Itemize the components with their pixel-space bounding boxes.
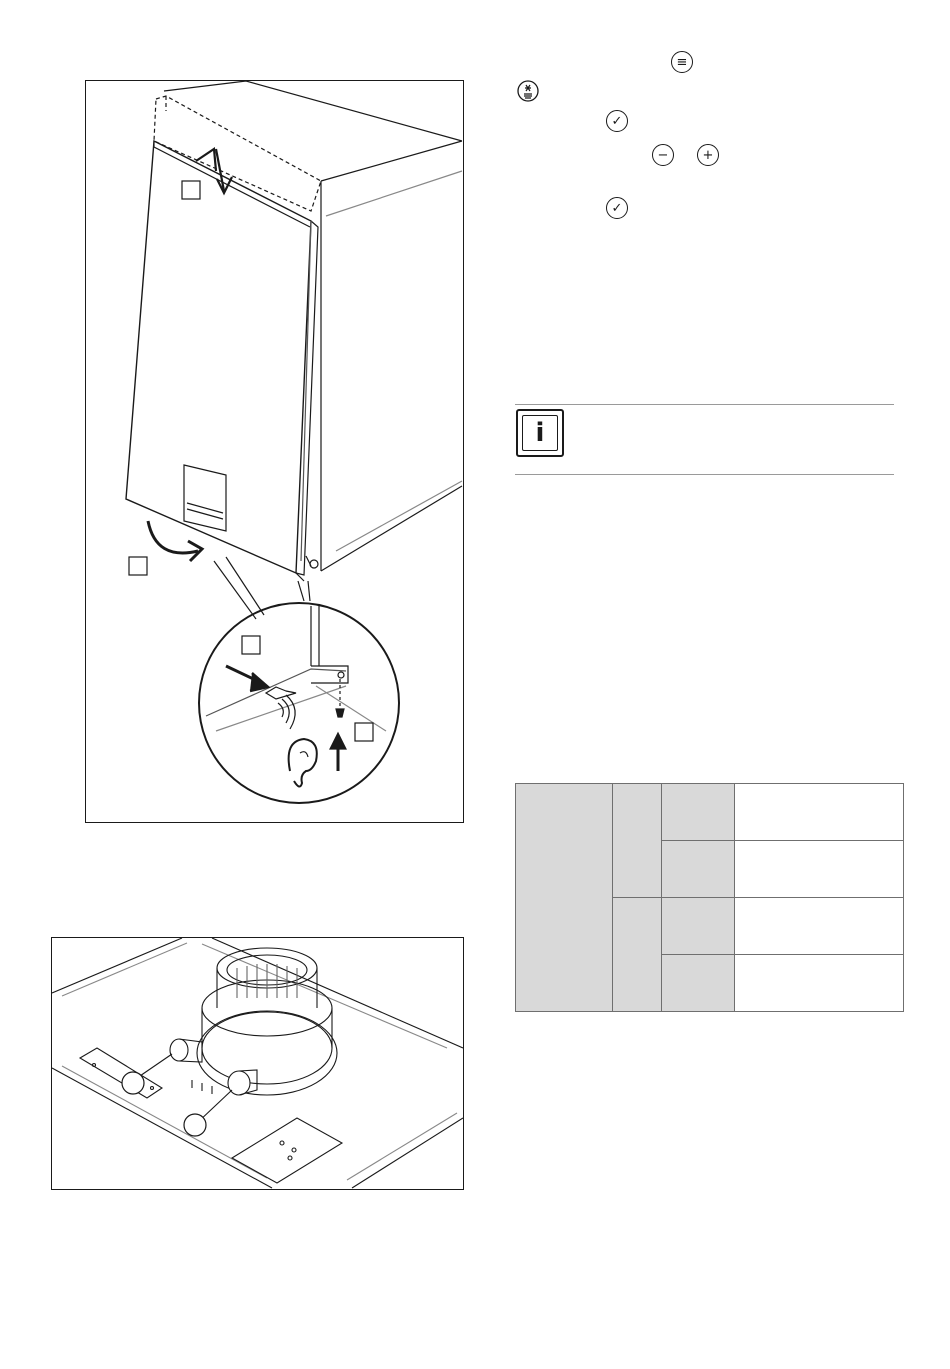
flue-adapter-drawing xyxy=(52,938,463,1189)
table-cell-label xyxy=(662,784,735,841)
plus-icon: + xyxy=(697,144,719,166)
table-cell-label xyxy=(662,841,735,898)
menu-icon: ≡ xyxy=(671,51,693,73)
casing-removal-drawing xyxy=(86,81,463,822)
info-top-rule xyxy=(515,404,894,405)
info-icon xyxy=(516,409,564,457)
casing-removal-figure xyxy=(85,80,464,823)
spec-table xyxy=(515,783,904,1012)
flue-adapter-figure xyxy=(51,937,464,1190)
table-cell-value xyxy=(735,841,904,898)
service-tool-icon xyxy=(517,80,539,102)
minus-icon: − xyxy=(652,144,674,166)
table-cell-value xyxy=(735,784,904,841)
table-cell-subgroup xyxy=(613,784,662,898)
info-bottom-rule xyxy=(515,474,894,475)
table-cell-value xyxy=(735,898,904,955)
table-cell-subgroup xyxy=(613,898,662,1012)
info-icon-glyph: i xyxy=(522,415,558,451)
table-cell-value xyxy=(735,955,904,1012)
confirm-icon-2: ✓ xyxy=(606,197,628,219)
table-cell-label xyxy=(662,955,735,1012)
confirm-icon: ✓ xyxy=(606,110,628,132)
table-cell-label xyxy=(662,898,735,955)
table-cell-group xyxy=(516,784,613,1012)
table-row xyxy=(516,784,904,841)
